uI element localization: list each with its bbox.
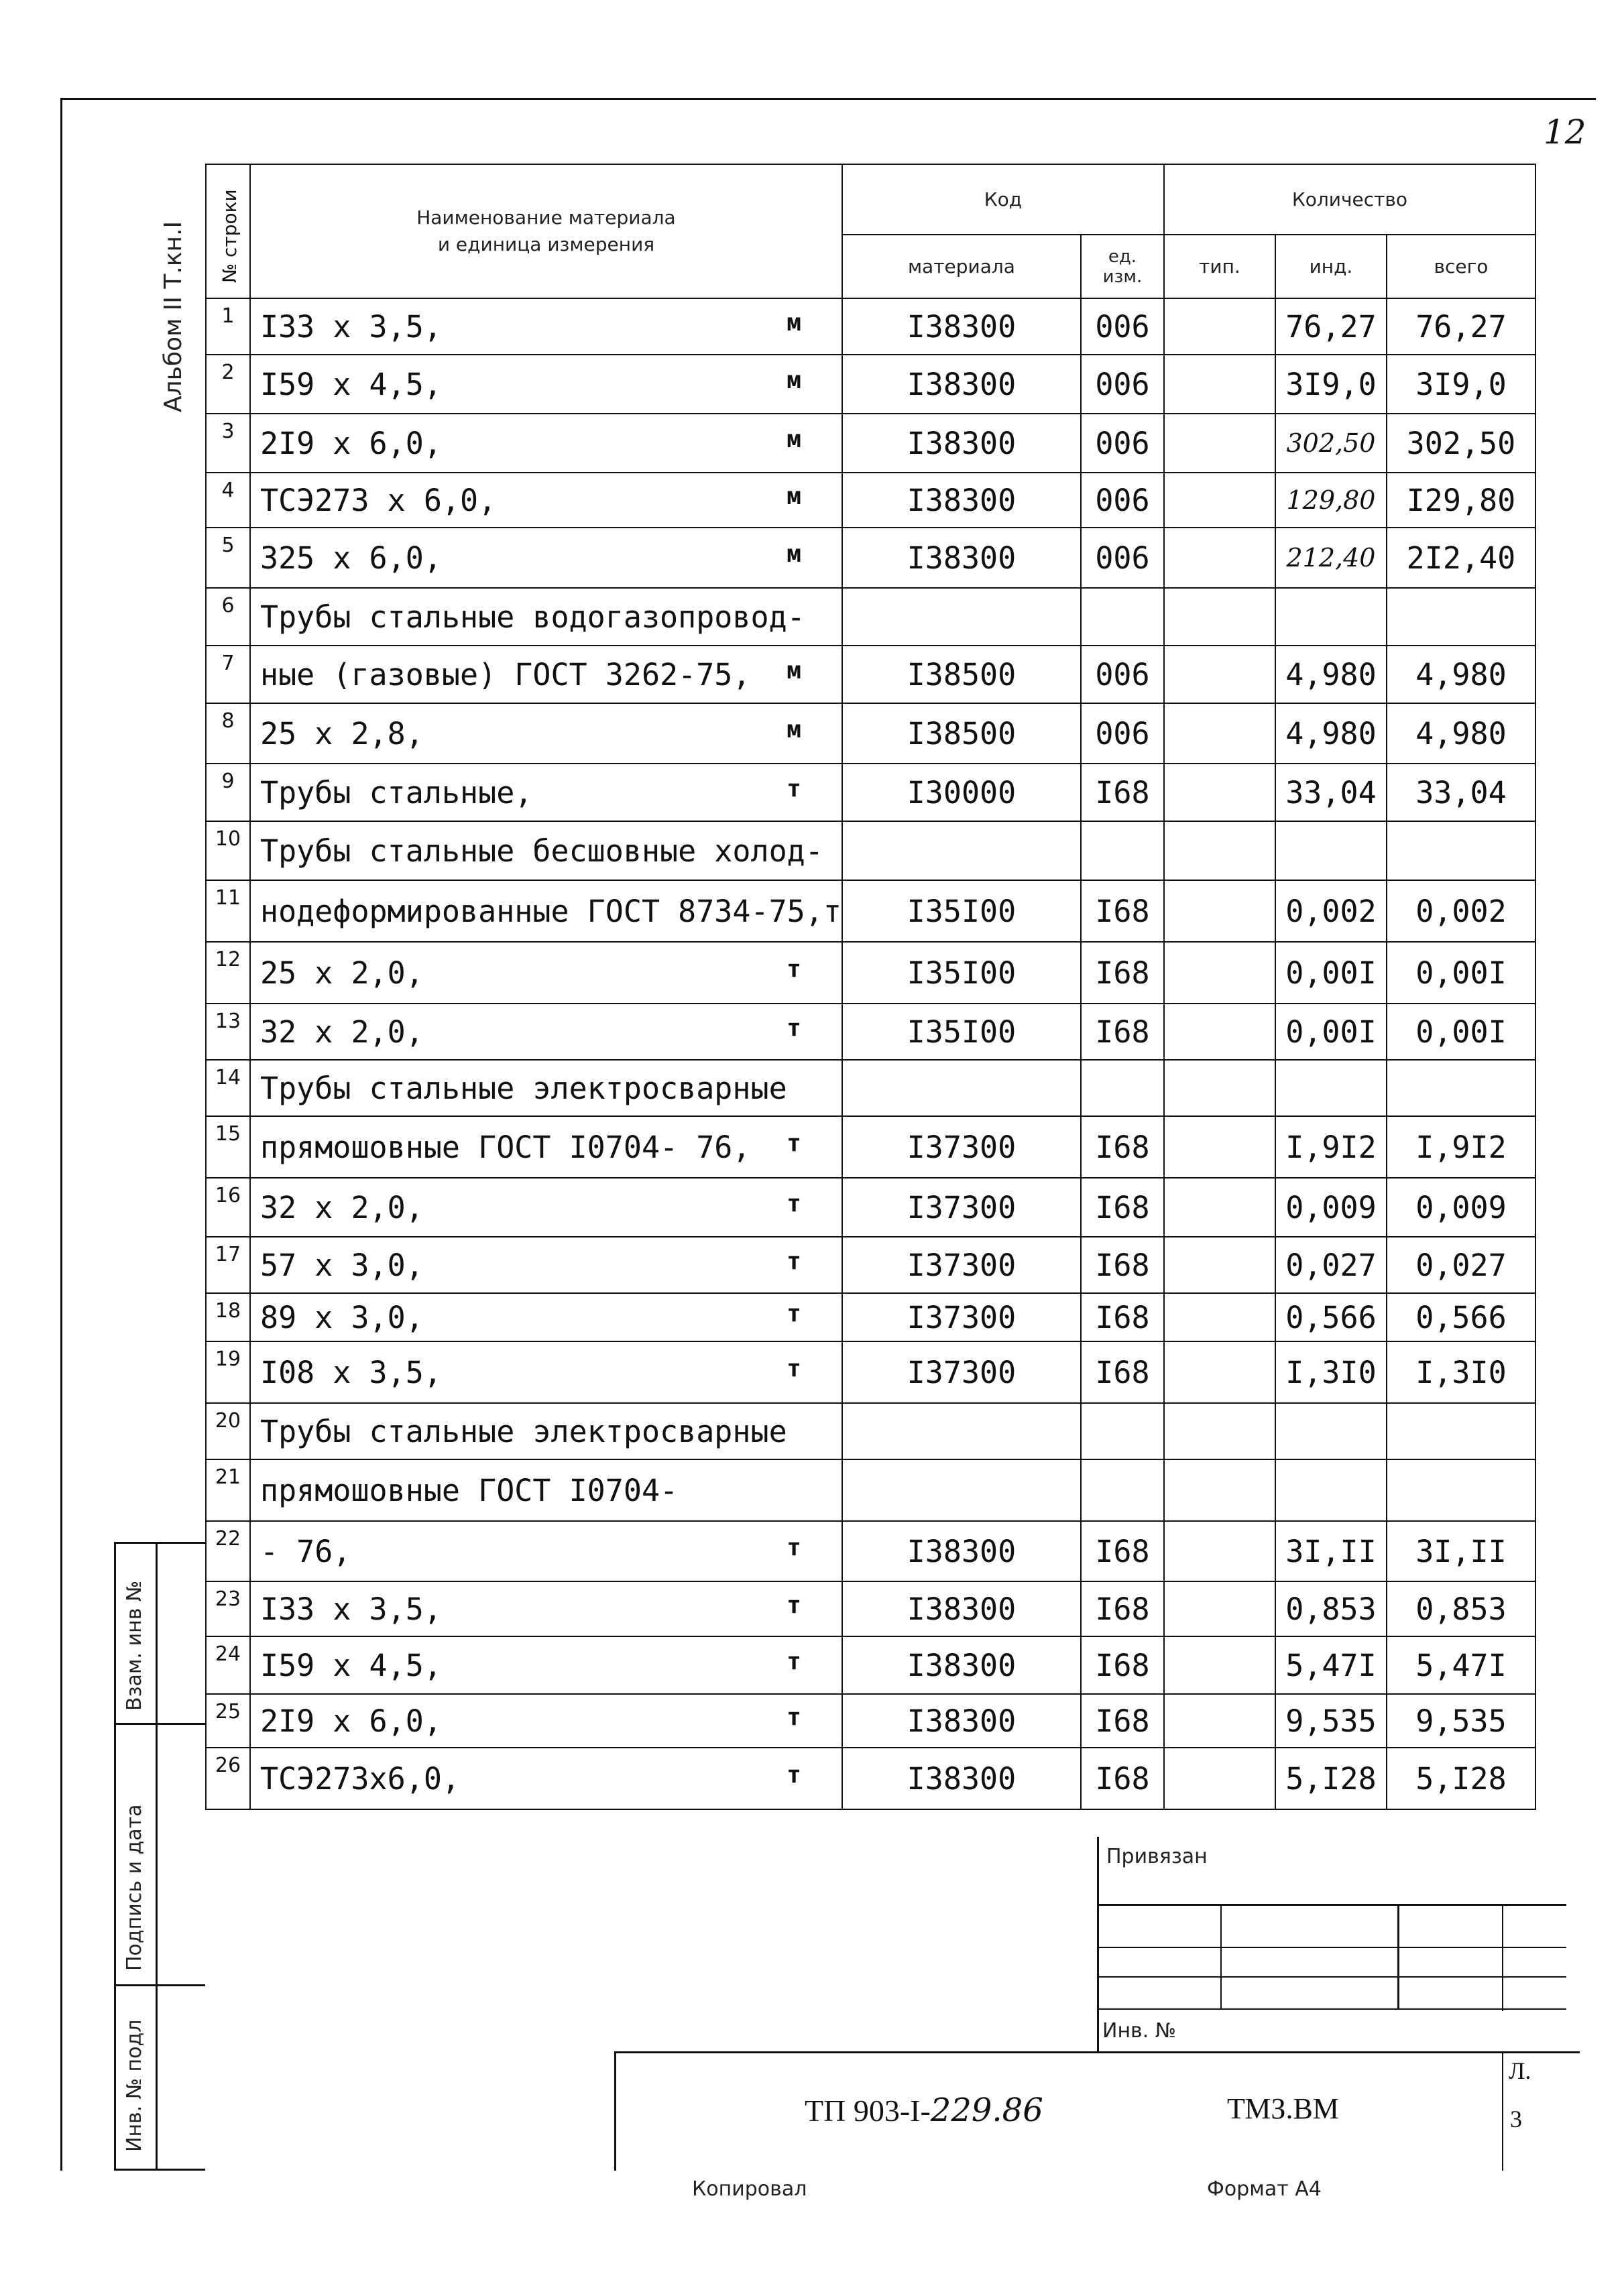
qty-total: 0,002 — [1387, 880, 1535, 942]
material-name — [250, 1178, 842, 1237]
inv-podl-label: Инв. № подл — [123, 2019, 146, 2152]
qty-ind — [1275, 1459, 1387, 1521]
material-name-text: I59 x 4,5, — [260, 1647, 442, 1683]
side-stamp-divider — [156, 1542, 158, 2171]
row-number: 7 — [206, 646, 250, 703]
material-code: I38300 — [842, 414, 1081, 473]
qty-typ — [1164, 942, 1275, 1004]
qty-ind: 76,27 — [1275, 298, 1387, 355]
material-code: I38300 — [842, 1748, 1081, 1809]
table-row — [206, 1004, 1535, 1060]
qty-typ — [1164, 1581, 1275, 1636]
material-name-text: Трубы стальные, — [260, 774, 533, 810]
qty-ind: 0,00I — [1275, 942, 1387, 1004]
material-name — [250, 1341, 842, 1403]
row-number: 23 — [206, 1581, 250, 1636]
qty-ind: 0,00I — [1275, 1004, 1387, 1060]
measure-unit: м — [787, 656, 801, 684]
table-row — [206, 1116, 1535, 1178]
header-code-unit: ед. изм. — [1081, 235, 1164, 298]
qty-ind: 0,009 — [1275, 1178, 1387, 1237]
unit-code: I68 — [1081, 1178, 1164, 1237]
stamp-hline — [1097, 1947, 1566, 1948]
qty-ind: 0,002 — [1275, 880, 1387, 942]
material-code: I30000 — [842, 764, 1081, 821]
table-row — [206, 1694, 1535, 1748]
material-code: I38500 — [842, 646, 1081, 703]
table-row — [206, 1459, 1535, 1521]
album-label: Альбом II Т.кн.I — [160, 221, 187, 412]
qty-typ — [1164, 1459, 1275, 1521]
material-code — [842, 1459, 1081, 1521]
material-code — [842, 1060, 1081, 1116]
material-name-text: 32 x 2,0, — [260, 1014, 424, 1050]
material-name — [250, 1116, 842, 1178]
qty-typ — [1164, 473, 1275, 528]
row-number: 12 — [206, 942, 250, 1004]
qty-total: 9,535 — [1387, 1694, 1535, 1748]
qty-total: 302,50 — [1387, 414, 1535, 473]
qty-typ — [1164, 1293, 1275, 1341]
table-row — [206, 1521, 1535, 1581]
material-code: I35I00 — [842, 942, 1081, 1004]
material-name-text: I33 x 3,5, — [260, 1591, 442, 1627]
row-number: 16 — [206, 1178, 250, 1237]
material-code — [842, 821, 1081, 880]
sheet-marker-2: 3 — [1510, 2106, 1522, 2132]
material-name — [250, 1004, 842, 1060]
header-code: Код — [842, 164, 1164, 235]
table-row — [206, 880, 1535, 942]
table-row — [206, 1060, 1535, 1116]
row-number: 4 — [206, 473, 250, 528]
row-number: 13 — [206, 1004, 250, 1060]
material-name-text: ные (газовые) ГОСТ 3262-75, — [260, 656, 751, 692]
row-number: 1 — [206, 298, 250, 355]
qty-total: I29,80 — [1387, 473, 1535, 528]
table-row — [206, 1237, 1535, 1293]
material-code: I37300 — [842, 1237, 1081, 1293]
qty-ind — [1275, 1060, 1387, 1116]
table-row — [206, 703, 1535, 764]
unit-code: 006 — [1081, 414, 1164, 473]
unit-code: I68 — [1081, 880, 1164, 942]
qty-total: 0,00I — [1387, 942, 1535, 1004]
material-name-text: 89 x 3,0, — [260, 1299, 424, 1335]
row-number: 11 — [206, 880, 250, 942]
row-number: 25 — [206, 1694, 250, 1748]
qty-typ — [1164, 588, 1275, 646]
material-code: I38500 — [842, 703, 1081, 764]
table-row — [206, 355, 1535, 414]
material-name-text: I08 x 3,5, — [260, 1354, 442, 1390]
measure-unit: т — [787, 1354, 801, 1382]
row-number: 10 — [206, 821, 250, 880]
table-row — [206, 1341, 1535, 1403]
row-number: 14 — [206, 1060, 250, 1116]
qty-total: 2I2,40 — [1387, 528, 1535, 588]
row-number: 19 — [206, 1341, 250, 1403]
material-name-text: 325 x 6,0, — [260, 540, 442, 576]
unit-code: I68 — [1081, 1237, 1164, 1293]
qty-typ — [1164, 764, 1275, 821]
qty-typ — [1164, 1636, 1275, 1694]
table-row — [206, 1748, 1535, 1809]
qty-typ — [1164, 1521, 1275, 1581]
qty-typ — [1164, 1341, 1275, 1403]
material-name — [250, 880, 842, 942]
material-name-text: 25 x 2,0, — [260, 955, 424, 991]
row-number: 6 — [206, 588, 250, 646]
qty-total: 0,566 — [1387, 1293, 1535, 1341]
unit-code: 006 — [1081, 355, 1164, 414]
sheet-marker: Л. — [1509, 2057, 1531, 2084]
privyazan-label: Привязан — [1106, 1845, 1208, 1868]
header-qty-ind: инд. — [1275, 235, 1387, 298]
stamp-hline — [1097, 1904, 1566, 1906]
qty-typ — [1164, 414, 1275, 473]
inv-no-label: Инв. № — [1102, 2019, 1177, 2043]
material-code: I38300 — [842, 1636, 1081, 1694]
unit-code: I68 — [1081, 1748, 1164, 1809]
header-row-number: № строки — [206, 164, 250, 298]
header-qty-total: всего — [1387, 235, 1535, 298]
material-name — [250, 1636, 842, 1694]
qty-typ — [1164, 1237, 1275, 1293]
row-number: 22 — [206, 1521, 250, 1581]
material-name — [250, 1581, 842, 1636]
qty-ind: 212,40 — [1275, 528, 1387, 588]
unit-code: I68 — [1081, 1004, 1164, 1060]
table-row — [206, 528, 1535, 588]
material-name — [250, 764, 842, 821]
qty-total — [1387, 821, 1535, 880]
qty-ind: 5,47I — [1275, 1636, 1387, 1694]
material-name-text: 25 x 2,8, — [260, 715, 424, 751]
qty-total: 76,27 — [1387, 298, 1535, 355]
stamp-vline — [1397, 1904, 1399, 2008]
qty-ind — [1275, 588, 1387, 646]
qty-ind: 5,I28 — [1275, 1748, 1387, 1809]
material-name-text: 32 x 2,0, — [260, 1189, 424, 1225]
row-number: 21 — [206, 1459, 250, 1521]
title-block-divider — [1502, 2051, 1503, 2171]
measure-unit: м — [787, 308, 801, 337]
material-name-text: Трубы стальные электросварные — [260, 1070, 787, 1106]
unit-code: 006 — [1081, 298, 1164, 355]
qty-ind — [1275, 1403, 1387, 1459]
qty-typ — [1164, 1004, 1275, 1060]
measure-unit: т — [787, 1533, 801, 1561]
qty-typ — [1164, 703, 1275, 764]
qty-total: 0,009 — [1387, 1178, 1535, 1237]
measure-unit: т — [787, 1014, 801, 1042]
qty-ind: 0,566 — [1275, 1293, 1387, 1341]
title-block — [614, 2051, 1580, 2171]
qty-total: I,9I2 — [1387, 1116, 1535, 1178]
material-name — [250, 528, 842, 588]
unit-code: 006 — [1081, 646, 1164, 703]
signature-date-label: Подпись и дата — [123, 1804, 146, 1971]
material-name — [250, 1521, 842, 1581]
qty-ind: 3I9,0 — [1275, 355, 1387, 414]
material-name — [250, 1293, 842, 1341]
unit-code: I68 — [1081, 1293, 1164, 1341]
qty-ind: I,9I2 — [1275, 1116, 1387, 1178]
format-label: Формат А4 — [1207, 2177, 1322, 2201]
qty-ind: 129,80 — [1275, 473, 1387, 528]
qty-typ — [1164, 1694, 1275, 1748]
table-row — [206, 298, 1535, 355]
material-code — [842, 588, 1081, 646]
table-row — [206, 1403, 1535, 1459]
header-code-material: материала — [842, 235, 1081, 298]
doc-code-prefix: ТП 903-I- — [805, 2094, 931, 2128]
unit-code: 006 — [1081, 473, 1164, 528]
qty-ind: 4,980 — [1275, 703, 1387, 764]
material-name — [250, 473, 842, 528]
qty-total: 4,980 — [1387, 646, 1535, 703]
material-code — [842, 1403, 1081, 1459]
material-name — [250, 942, 842, 1004]
material-code: I38300 — [842, 298, 1081, 355]
qty-typ — [1164, 646, 1275, 703]
qty-total — [1387, 1060, 1535, 1116]
table-row — [206, 764, 1535, 821]
material-code: I35I00 — [842, 1004, 1081, 1060]
material-name-text: нодеформированные ГОСТ 8734-75,т — [260, 893, 842, 929]
qty-typ — [1164, 821, 1275, 880]
material-code: I38300 — [842, 473, 1081, 528]
row-number: 24 — [206, 1636, 250, 1694]
material-name-text: ТСЭ273 x 6,0, — [260, 482, 497, 518]
header-qty-typ: тип. — [1164, 235, 1275, 298]
unit-code: 006 — [1081, 703, 1164, 764]
material-name-text: 57 x 3,0, — [260, 1247, 424, 1283]
table-body — [206, 298, 1535, 1809]
qty-typ — [1164, 355, 1275, 414]
row-number: 9 — [206, 764, 250, 821]
material-code: I38300 — [842, 528, 1081, 588]
qty-ind: 302,50 — [1275, 414, 1387, 473]
row-number: 5 — [206, 528, 250, 588]
qty-typ — [1164, 1116, 1275, 1178]
qty-total: 5,I28 — [1387, 1748, 1535, 1809]
measure-unit: м — [787, 482, 801, 510]
row-number: 18 — [206, 1293, 250, 1341]
material-name — [250, 298, 842, 355]
stamp-vline — [1097, 1837, 1099, 2051]
material-code: I38300 — [842, 1694, 1081, 1748]
materials-table — [205, 164, 1536, 1810]
table-row — [206, 1178, 1535, 1237]
header-name: Наименование материала и единица измерения — [250, 164, 842, 298]
measure-unit: м — [787, 715, 801, 743]
qty-ind: 33,04 — [1275, 764, 1387, 821]
material-code: I38300 — [842, 355, 1081, 414]
material-name — [250, 703, 842, 764]
measure-unit: т — [787, 1129, 801, 1157]
qty-typ — [1164, 880, 1275, 942]
table-row — [206, 414, 1535, 473]
measure-unit: м — [787, 540, 801, 568]
qty-typ — [1164, 1403, 1275, 1459]
qty-typ — [1164, 1178, 1275, 1237]
measure-unit: т — [787, 1299, 801, 1327]
document-suffix: ТМЗ.ВМ — [1227, 2092, 1339, 2125]
row-number: 8 — [206, 703, 250, 764]
copied-label: Копировал — [692, 2177, 807, 2201]
qty-total: 33,04 — [1387, 764, 1535, 821]
unit-code: I68 — [1081, 1694, 1164, 1748]
unit-code — [1081, 1403, 1164, 1459]
material-name-text: 2I9 x 6,0, — [260, 1703, 442, 1739]
material-code: I35I00 — [842, 880, 1081, 942]
measure-unit: т — [787, 1703, 801, 1731]
qty-total: 3I9,0 — [1387, 355, 1535, 414]
measure-unit: т — [787, 774, 801, 802]
material-name — [250, 588, 842, 646]
side-stamp-divider — [114, 1723, 205, 1725]
material-name-text: ТСЭ273x6,0, — [260, 1760, 461, 1797]
vzam-inv-label: Взам. инв № — [123, 1580, 146, 1711]
table-row — [206, 1581, 1535, 1636]
row-number: 26 — [206, 1748, 250, 1809]
qty-total — [1387, 588, 1535, 646]
unit-code: I68 — [1081, 1521, 1164, 1581]
table-row — [206, 646, 1535, 703]
qty-total: 0,027 — [1387, 1237, 1535, 1293]
side-stamp-divider — [114, 1984, 205, 1986]
material-name-text: - 76, — [260, 1533, 351, 1569]
qty-typ — [1164, 298, 1275, 355]
qty-total: 4,980 — [1387, 703, 1535, 764]
table-row — [206, 942, 1535, 1004]
material-name — [250, 355, 842, 414]
table-row — [206, 1293, 1535, 1341]
material-name — [250, 821, 842, 880]
qty-ind: 0,853 — [1275, 1581, 1387, 1636]
measure-unit: т — [787, 955, 801, 983]
stamp-vline — [1502, 1904, 1503, 2011]
material-name — [250, 1237, 842, 1293]
measure-unit: т — [787, 1591, 801, 1619]
unit-code — [1081, 821, 1164, 880]
qty-total: 5,47I — [1387, 1636, 1535, 1694]
material-name-text: Трубы стальные электросварные — [260, 1413, 787, 1449]
unit-code: I68 — [1081, 1636, 1164, 1694]
row-number: 2 — [206, 355, 250, 414]
measure-unit: т — [787, 1247, 801, 1275]
table-header-row — [206, 164, 1535, 235]
material-name-text: Трубы стальные водогазопровод- — [260, 599, 805, 635]
material-code: I38300 — [842, 1521, 1081, 1581]
measure-unit: м — [787, 425, 801, 453]
row-number: 17 — [206, 1237, 250, 1293]
qty-typ — [1164, 528, 1275, 588]
qty-ind: 9,535 — [1275, 1694, 1387, 1748]
material-code: I38300 — [842, 1581, 1081, 1636]
unit-code — [1081, 1060, 1164, 1116]
unit-code — [1081, 588, 1164, 646]
material-name-text: прямошовные ГОСТ I0704- 76, — [260, 1129, 751, 1165]
measure-unit: м — [787, 366, 801, 394]
stamp-hline — [1097, 2008, 1566, 2010]
material-name-text: I33 x 3,5, — [260, 308, 442, 345]
unit-code — [1081, 1459, 1164, 1521]
row-number: 15 — [206, 1116, 250, 1178]
row-number: 3 — [206, 414, 250, 473]
stamp-hline — [1097, 1976, 1566, 1978]
material-name — [250, 1060, 842, 1116]
material-name — [250, 1694, 842, 1748]
document-code — [805, 2092, 1043, 2129]
qty-ind: I,3I0 — [1275, 1341, 1387, 1403]
material-name — [250, 1403, 842, 1459]
unit-code: I68 — [1081, 1341, 1164, 1403]
row-number: 20 — [206, 1403, 250, 1459]
measure-unit: т — [787, 1760, 801, 1789]
material-name-text: прямошовные ГОСТ I0704- — [260, 1472, 679, 1508]
material-name-text: 2I9 x 6,0, — [260, 425, 442, 461]
material-name — [250, 1748, 842, 1809]
unit-code: I68 — [1081, 764, 1164, 821]
stamp-vline — [1220, 1904, 1222, 2008]
material-name — [250, 646, 842, 703]
measure-unit: т — [787, 1647, 801, 1675]
unit-code: I68 — [1081, 1116, 1164, 1178]
material-code: I37300 — [842, 1116, 1081, 1178]
qty-typ — [1164, 1748, 1275, 1809]
material-name-text: Трубы стальные бесшовные холод- — [260, 833, 823, 869]
table-row — [206, 473, 1535, 528]
page-number: 12 — [1544, 113, 1586, 152]
qty-ind: 3I,II — [1275, 1521, 1387, 1581]
qty-ind — [1275, 821, 1387, 880]
qty-total: 0,853 — [1387, 1581, 1535, 1636]
material-name — [250, 1459, 842, 1521]
unit-code: I68 — [1081, 942, 1164, 1004]
qty-total: I,3I0 — [1387, 1341, 1535, 1403]
table-row — [206, 1636, 1535, 1694]
table-row — [206, 588, 1535, 646]
material-code: I37300 — [842, 1178, 1081, 1237]
measure-unit: т — [787, 1189, 801, 1217]
unit-code: I68 — [1081, 1581, 1164, 1636]
qty-total: 3I,II — [1387, 1521, 1535, 1581]
doc-code-handwritten: 229.86 — [930, 2092, 1043, 2129]
material-name-text: I59 x 4,5, — [260, 366, 442, 402]
unit-code: 006 — [1081, 528, 1164, 588]
qty-typ — [1164, 1060, 1275, 1116]
qty-ind: 4,980 — [1275, 646, 1387, 703]
qty-ind: 0,027 — [1275, 1237, 1387, 1293]
material-code: I37300 — [842, 1341, 1081, 1403]
qty-total — [1387, 1403, 1535, 1459]
table-row — [206, 821, 1535, 880]
qty-total: 0,00I — [1387, 1004, 1535, 1060]
header-quantity: Количество — [1164, 164, 1535, 235]
material-code: I37300 — [842, 1293, 1081, 1341]
qty-total — [1387, 1459, 1535, 1521]
material-name — [250, 414, 842, 473]
